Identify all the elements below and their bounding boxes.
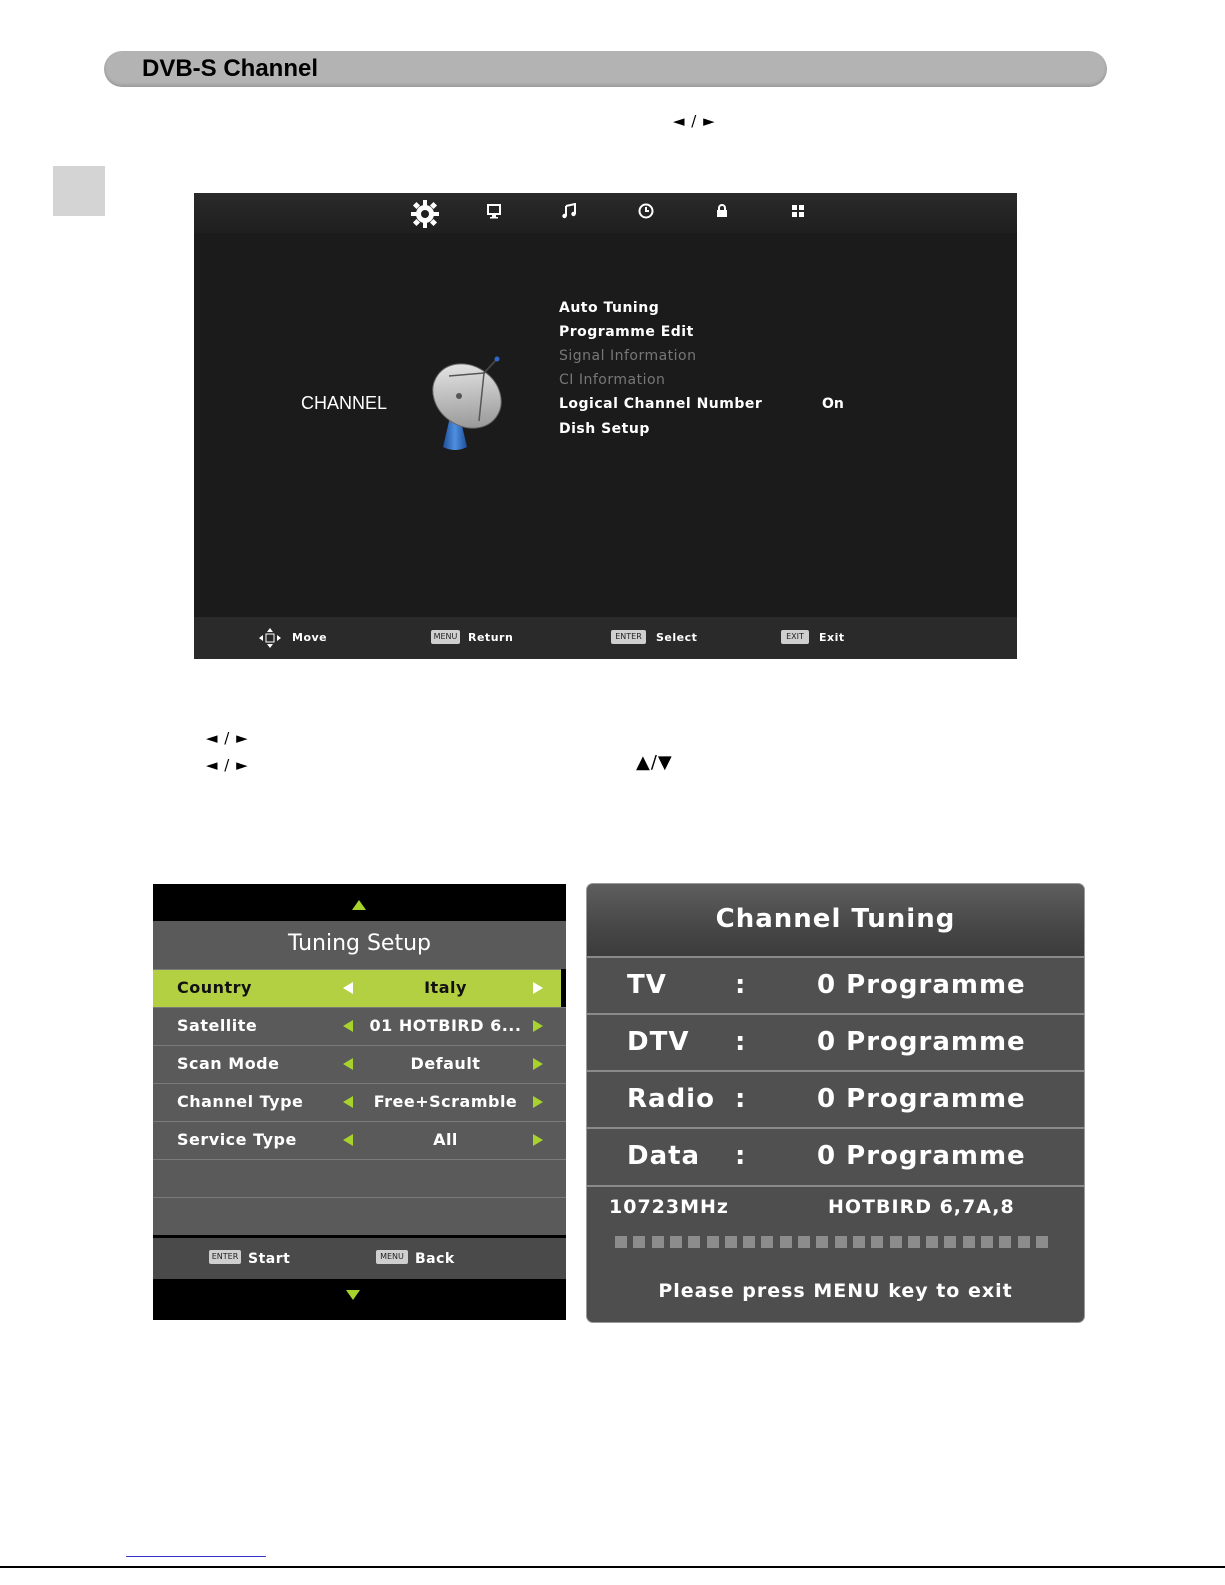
row-label: Country bbox=[177, 978, 252, 997]
tuning-row-scan-mode[interactable] bbox=[153, 1045, 566, 1083]
scan-satellite: HOTBIRD 6,7A,8 bbox=[828, 1196, 1015, 1218]
progress-segment bbox=[615, 1236, 627, 1248]
scroll-up-icon[interactable] bbox=[351, 898, 367, 916]
progress-segment bbox=[670, 1236, 682, 1248]
enter-key-icon: ENTER bbox=[611, 630, 646, 644]
tuning-row-satellite[interactable] bbox=[153, 1007, 566, 1045]
row-value: Italy bbox=[424, 978, 467, 997]
row-label: Scan Mode bbox=[177, 1054, 280, 1073]
exit-key-icon: EXIT bbox=[781, 630, 809, 644]
up-down-arrows-icon: ▲/▼ bbox=[636, 752, 673, 773]
menu-item-dish-setup[interactable]: Dish Setup bbox=[559, 421, 650, 437]
progress-segment bbox=[816, 1236, 828, 1248]
progress-segment bbox=[780, 1236, 792, 1248]
progress-segment bbox=[981, 1236, 993, 1248]
clock-icon[interactable] bbox=[635, 203, 657, 225]
tuning-setup-panel bbox=[153, 884, 566, 1320]
count-value: 0 Programme bbox=[817, 1084, 1026, 1114]
tuning-row-empty bbox=[153, 1197, 566, 1235]
right-arrow-icon[interactable] bbox=[533, 1096, 543, 1108]
row-value: Free+Scramble bbox=[373, 1092, 518, 1111]
right-arrow-icon[interactable] bbox=[533, 1020, 543, 1032]
gear-icon[interactable] bbox=[410, 199, 432, 221]
menu-item-signal-information: Signal Information bbox=[559, 348, 697, 364]
section-title: DVB-S Channel bbox=[142, 55, 319, 82]
menu-item-logical-channel-number[interactable]: Logical Channel Number bbox=[559, 396, 763, 412]
tuning-setup-title: Tuning Setup bbox=[287, 931, 432, 956]
hint-select: Select bbox=[656, 631, 698, 644]
side-tab-marker bbox=[53, 166, 105, 216]
left-arrow-icon[interactable] bbox=[343, 1096, 353, 1108]
progress-segment bbox=[725, 1236, 737, 1248]
footer-link-underline[interactable] bbox=[126, 1556, 266, 1557]
hint-start: Start bbox=[248, 1251, 291, 1267]
count-value: 0 Programme bbox=[817, 1141, 1026, 1171]
right-arrow-icon[interactable] bbox=[533, 982, 543, 994]
tv-channel-menu bbox=[194, 193, 1017, 659]
progress-segment bbox=[688, 1236, 700, 1248]
count-label: DTV bbox=[627, 1027, 690, 1057]
menu-item-auto-tuning[interactable]: Auto Tuning bbox=[559, 300, 660, 316]
count-label: Radio bbox=[627, 1084, 715, 1114]
progress-segment bbox=[890, 1236, 902, 1248]
menu-item-ci-information: CI Information bbox=[559, 372, 666, 388]
count-value: 0 Programme bbox=[817, 1027, 1026, 1057]
progress-segment bbox=[652, 1236, 664, 1248]
page-bottom-rule bbox=[0, 1566, 1225, 1568]
progress-segment bbox=[999, 1236, 1011, 1248]
row-value: 01 HOTBIRD 6... bbox=[369, 1016, 522, 1035]
menu-top-bar bbox=[194, 193, 1017, 233]
tuning-row-channel-type[interactable] bbox=[153, 1083, 566, 1121]
hint-back: Back bbox=[415, 1251, 455, 1267]
grid-icon[interactable] bbox=[787, 203, 809, 225]
scan-frequency: 10723MHz bbox=[609, 1196, 729, 1218]
progress-segment bbox=[871, 1236, 883, 1248]
progress-segment bbox=[761, 1236, 773, 1248]
progress-segment bbox=[1018, 1236, 1030, 1248]
tuning-count-row bbox=[587, 956, 1084, 1014]
progress-segment bbox=[835, 1236, 847, 1248]
channel-tuning-title-bar bbox=[587, 884, 1084, 956]
left-right-arrows-icon: ◄ / ► bbox=[206, 756, 249, 774]
progress-segment bbox=[743, 1236, 755, 1248]
channel-tuning-title: Channel Tuning bbox=[715, 904, 956, 934]
tuning-row-service-type[interactable] bbox=[153, 1121, 566, 1159]
count-value: 0 Programme bbox=[817, 970, 1026, 1000]
menu-section-label: CHANNEL bbox=[301, 393, 388, 413]
count-separator: : bbox=[735, 1084, 746, 1114]
tuning-count-row bbox=[587, 1127, 1084, 1185]
progress-segment bbox=[707, 1236, 719, 1248]
progress-segment bbox=[798, 1236, 810, 1248]
music-note-icon[interactable] bbox=[558, 203, 580, 225]
progress-segment bbox=[1036, 1236, 1048, 1248]
hint-return: Return bbox=[468, 631, 514, 644]
tuning-count-row bbox=[587, 1013, 1084, 1071]
channel-tuning-panel bbox=[587, 884, 1084, 1322]
satellite-dish-icon bbox=[429, 351, 514, 453]
row-label: Channel Type bbox=[177, 1092, 304, 1111]
menu-key-icon: MENU bbox=[376, 1250, 408, 1264]
menu-key-icon: MENU bbox=[431, 630, 460, 644]
left-arrow-icon[interactable] bbox=[343, 1058, 353, 1070]
left-right-arrows-icon: ◄ / ► bbox=[206, 729, 249, 747]
count-separator: : bbox=[735, 1027, 746, 1057]
scroll-down-icon[interactable] bbox=[345, 1288, 361, 1306]
left-arrow-icon[interactable] bbox=[343, 982, 353, 994]
hint-exit: Exit bbox=[819, 631, 845, 644]
enter-key-icon: ENTER bbox=[209, 1250, 241, 1264]
count-label: TV bbox=[627, 970, 667, 1000]
right-arrow-icon[interactable] bbox=[533, 1134, 543, 1146]
menu-item-programme-edit[interactable]: Programme Edit bbox=[559, 324, 694, 340]
progress-segment bbox=[944, 1236, 956, 1248]
progress-segment bbox=[963, 1236, 975, 1248]
left-arrow-icon[interactable] bbox=[343, 1134, 353, 1146]
progress-segment bbox=[926, 1236, 938, 1248]
divider bbox=[587, 1185, 1084, 1187]
row-label: Service Type bbox=[177, 1130, 297, 1149]
tuning-setup-footer bbox=[153, 1238, 566, 1279]
row-label: Satellite bbox=[177, 1016, 258, 1035]
right-arrow-icon[interactable] bbox=[533, 1058, 543, 1070]
progress-segment bbox=[853, 1236, 865, 1248]
progress-segment bbox=[633, 1236, 645, 1248]
tuning-row-empty bbox=[153, 1159, 566, 1197]
tuning-setup-title-bar bbox=[153, 921, 566, 969]
lock-icon[interactable] bbox=[711, 203, 733, 225]
monitor-icon[interactable] bbox=[483, 203, 505, 225]
count-label: Data bbox=[627, 1141, 701, 1171]
navigate-arrows-icon bbox=[258, 627, 282, 649]
logical-channel-number-value[interactable]: On bbox=[822, 396, 844, 412]
tuning-count-row bbox=[587, 1070, 1084, 1128]
left-arrow-icon[interactable] bbox=[343, 1020, 353, 1032]
menu-hint-bar bbox=[194, 617, 1017, 659]
hint-move: Move bbox=[292, 631, 328, 644]
count-separator: : bbox=[735, 1141, 746, 1171]
count-separator: : bbox=[735, 970, 746, 1000]
left-right-arrows-icon: ◄ / ► bbox=[673, 112, 716, 130]
row-value: All bbox=[433, 1130, 458, 1149]
row-value: Default bbox=[410, 1054, 481, 1073]
progress-segment bbox=[908, 1236, 920, 1248]
tuning-row-country[interactable] bbox=[153, 969, 561, 1007]
exit-instruction: Please press MENU key to exit bbox=[658, 1280, 1013, 1302]
scan-progress-bar bbox=[615, 1236, 1055, 1248]
